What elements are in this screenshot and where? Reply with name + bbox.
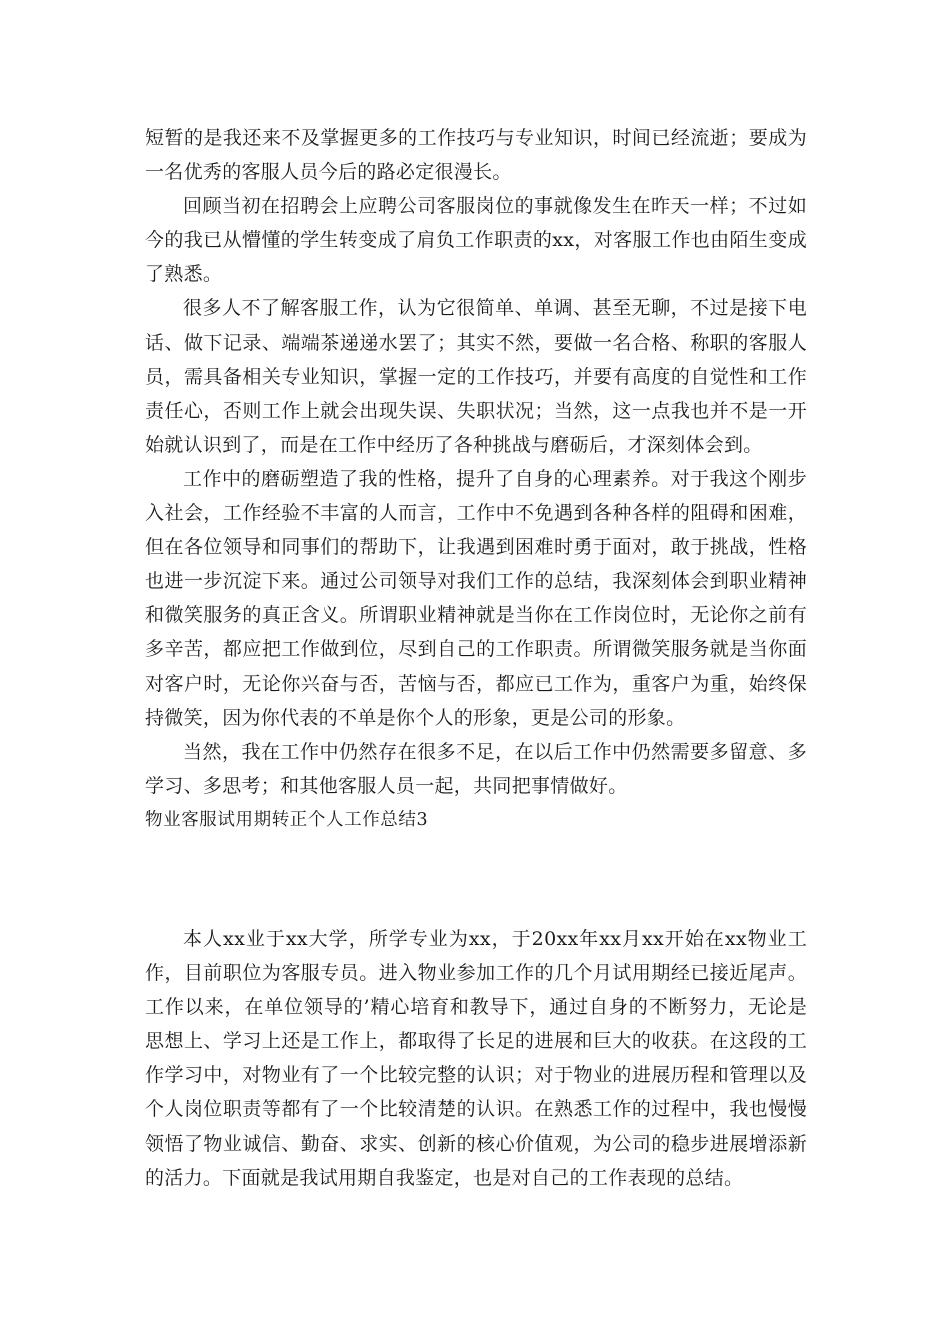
paragraph-self-introduction: 本人xx业于xx大学，所学专业为xx，于20xx年xx月xx开始在xx物业工作，目前职位为客服专员。进入物业参加工作的几个月试用期经已接近尾声。工作以来，在单位领导的’精心培育和教导下，通过自身的不断努力，无论是思想上、学习上还是工作上，都取得了长足的进展和巨大的收获。在这段的工作学习中，对物业有了一个比较完整的认识；对于物业的进展历程和管理以及个人岗位职责等都有了一个比较清楚的认识。在熟悉工作的过程中，我也慢慢领悟了物业诚信、勤奋、求实、创新的核心价值观，为公司的稳步进展增添新的活力。下面就是我试用期自我鉴定，也是对自己的工作表现的总结。 xyxy=(145,928,807,1189)
paragraph-job-understanding: 很多人不了解客服工作，认为它很简单、单调、甚至无聊，不过是接下电话、做下记录、端端茶递递水罢了；其实不然，要做一名合格、称职的客服人员，需具备相关专业知识，掌握一定的工作技巧，并要有高度的自觉性和工作责任心，否则工作上就会出现失误、失职状况；当然，这一点我也并不是一开始就认识到了，而是在工作中经历了各种挑战与磨砺后，才深刻体会到。 xyxy=(145,297,807,456)
paragraph-continuation: 短暂的是我还来不及掌握更多的工作技巧与专业知识，时间已经流逝；要成为一名优秀的客服人员今后的路必定很漫长。 xyxy=(145,127,807,184)
section-title: 物业客服试用期转正个人工作总结3 xyxy=(145,809,429,830)
paragraph-shortcomings: 当然，我在工作中仍然存在很多不足，在以后工作中仍然需要多留意、多学习、多思考；和其他客服人员一起，共同把事情做好。 xyxy=(145,740,807,797)
document-body-top xyxy=(145,121,807,837)
paragraph-recall: 回顾当初在招聘会上应聘公司客服岗位的事就像发生在昨天一样；不过如今的我已从懵懂的学生转变成了肩负工作职责的xx，对客服工作也由陌生变成了熟悉。 xyxy=(145,195,807,286)
paragraph-growth: 工作中的磨砺塑造了我的性格，提升了自身的心理素养。对于我这个刚步入社会，工作经验不丰富的人而言，工作中不免遇到各种各样的阻碍和困难，但在各位领导和同事们的帮助下，让我遇到困难时勇于面对，敢于挑战，性格也进一步沉淀下来。通过公司领导对我们工作的总结，我深刻体会到职业精神和微笑服务的真正含义。所谓职业精神就是当你在工作岗位时，无论你之前有多辛苦，都应把工作做到位，尽到自己的工作职责。所谓微笑服务就是当你面对客户时，无论你兴奋与否，苦恼与否，都应已工作为，重客户为重，始终保持微笑，因为你代表的不单是你个人的形象，更是公司的形象。 xyxy=(145,467,807,729)
document-body-bottom xyxy=(145,922,807,1195)
